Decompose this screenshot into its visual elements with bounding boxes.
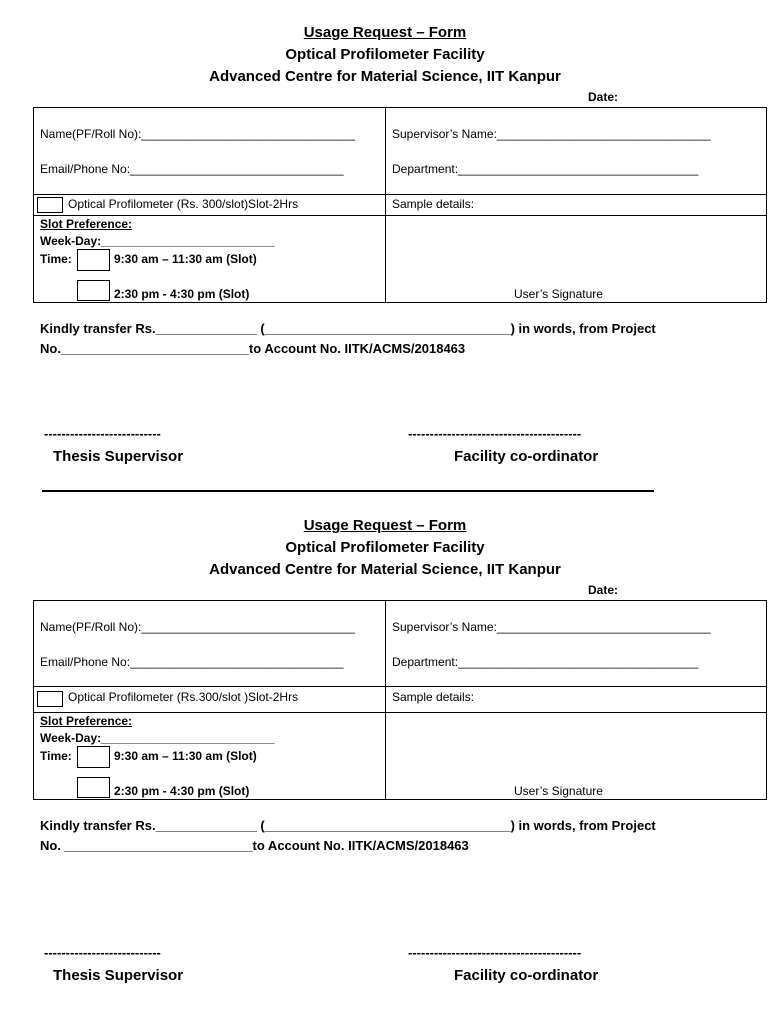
form-subtitle: Optical Profilometer Facility xyxy=(285,539,485,556)
profilometer-checkbox[interactable] xyxy=(37,691,63,707)
form-institute: Advanced Centre for Material Science, IIT Kanpur xyxy=(209,68,561,85)
department-field[interactable]: Department:____________________________________ xyxy=(392,162,699,176)
table-row-line xyxy=(33,194,767,195)
slot-2-label: 2:30 pm - 4:30 pm (Slot) xyxy=(114,784,250,798)
user-signature-label: User’s Signature xyxy=(514,287,603,301)
slot-1-checkbox[interactable] xyxy=(77,249,110,271)
sample-details-field[interactable]: Sample details: xyxy=(392,690,475,704)
supervisor-signature-line: --------------------------- xyxy=(44,945,161,960)
form-subtitle: Optical Profilometer Facility xyxy=(285,46,485,63)
email-phone-field[interactable]: Email/Phone No:________________________________ xyxy=(40,655,344,669)
table-row-line xyxy=(33,686,767,687)
name-field[interactable]: Name(PF/Roll No):________________________________ xyxy=(40,127,355,141)
profilometer-checkbox[interactable] xyxy=(37,197,63,213)
slot-2-label: 2:30 pm - 4:30 pm (Slot) xyxy=(114,287,250,301)
slot-1-label: 9:30 am – 11:30 am (Slot) xyxy=(114,749,257,763)
form-separator xyxy=(42,490,654,492)
table-divider xyxy=(385,107,386,303)
slot-preference-label: Slot Preference: xyxy=(40,714,133,728)
sample-details-field[interactable]: Sample details: xyxy=(392,197,475,211)
form-institute: Advanced Centre for Material Science, IIT Kanpur xyxy=(209,561,561,578)
table-row-line xyxy=(33,215,767,216)
date-label: Date: xyxy=(588,90,619,104)
slot-2-checkbox[interactable] xyxy=(77,777,110,798)
supervisor-name-field[interactable]: Supervisor’s Name:________________________________ xyxy=(392,127,711,141)
weekday-field[interactable]: Week-Day:__________________________ xyxy=(40,731,275,745)
coordinator-signature-line: ---------------------------------------- xyxy=(408,945,582,960)
table-row-line xyxy=(33,712,767,713)
form-title: Usage Request – Form xyxy=(303,24,467,41)
transfer-line-1: Kindly transfer Rs.______________ (__________________________________) in words, from Project xyxy=(40,321,656,336)
department-field[interactable]: Department:____________________________________ xyxy=(392,655,699,669)
user-signature-label: User’s Signature xyxy=(514,784,603,798)
transfer-line-2: No. __________________________to Account No. IITK/ACMS/2018463 xyxy=(40,838,469,853)
facility-coordinator-label: Facility co-ordinator xyxy=(454,967,599,984)
supervisor-signature-line: --------------------------- xyxy=(44,426,161,441)
supervisor-name-field[interactable]: Supervisor’s Name:________________________________ xyxy=(392,620,711,634)
transfer-line-1: Kindly transfer Rs.______________ (__________________________________) in words, from Project xyxy=(40,818,656,833)
thesis-supervisor-label: Thesis Supervisor xyxy=(53,967,184,984)
profilometer-label: Optical Profilometer (Rs.300/slot )Slot-2Hrs xyxy=(68,690,299,704)
slot-1-checkbox[interactable] xyxy=(77,746,110,768)
slot-1-label: 9:30 am – 11:30 am (Slot) xyxy=(114,252,257,266)
form-title: Usage Request – Form xyxy=(303,517,467,534)
slot-2-checkbox[interactable] xyxy=(77,280,110,301)
weekday-field[interactable]: Week-Day:__________________________ xyxy=(40,234,275,248)
date-label: Date: xyxy=(588,583,619,597)
thesis-supervisor-label: Thesis Supervisor xyxy=(53,448,184,465)
name-field[interactable]: Name(PF/Roll No):________________________________ xyxy=(40,620,355,634)
time-label: Time: xyxy=(40,749,72,763)
coordinator-signature-line: ---------------------------------------- xyxy=(408,426,582,441)
time-label: Time: xyxy=(40,252,72,266)
slot-preference-label: Slot Preference: xyxy=(40,217,133,231)
transfer-line-2: No.__________________________to Account No. IITK/ACMS/2018463 xyxy=(40,341,466,356)
facility-coordinator-label: Facility co-ordinator xyxy=(454,448,599,465)
profilometer-label: Optical Profilometer (Rs. 300/slot)Slot-2Hrs xyxy=(68,197,299,211)
table-divider xyxy=(385,600,386,800)
email-phone-field[interactable]: Email/Phone No:________________________________ xyxy=(40,162,344,176)
